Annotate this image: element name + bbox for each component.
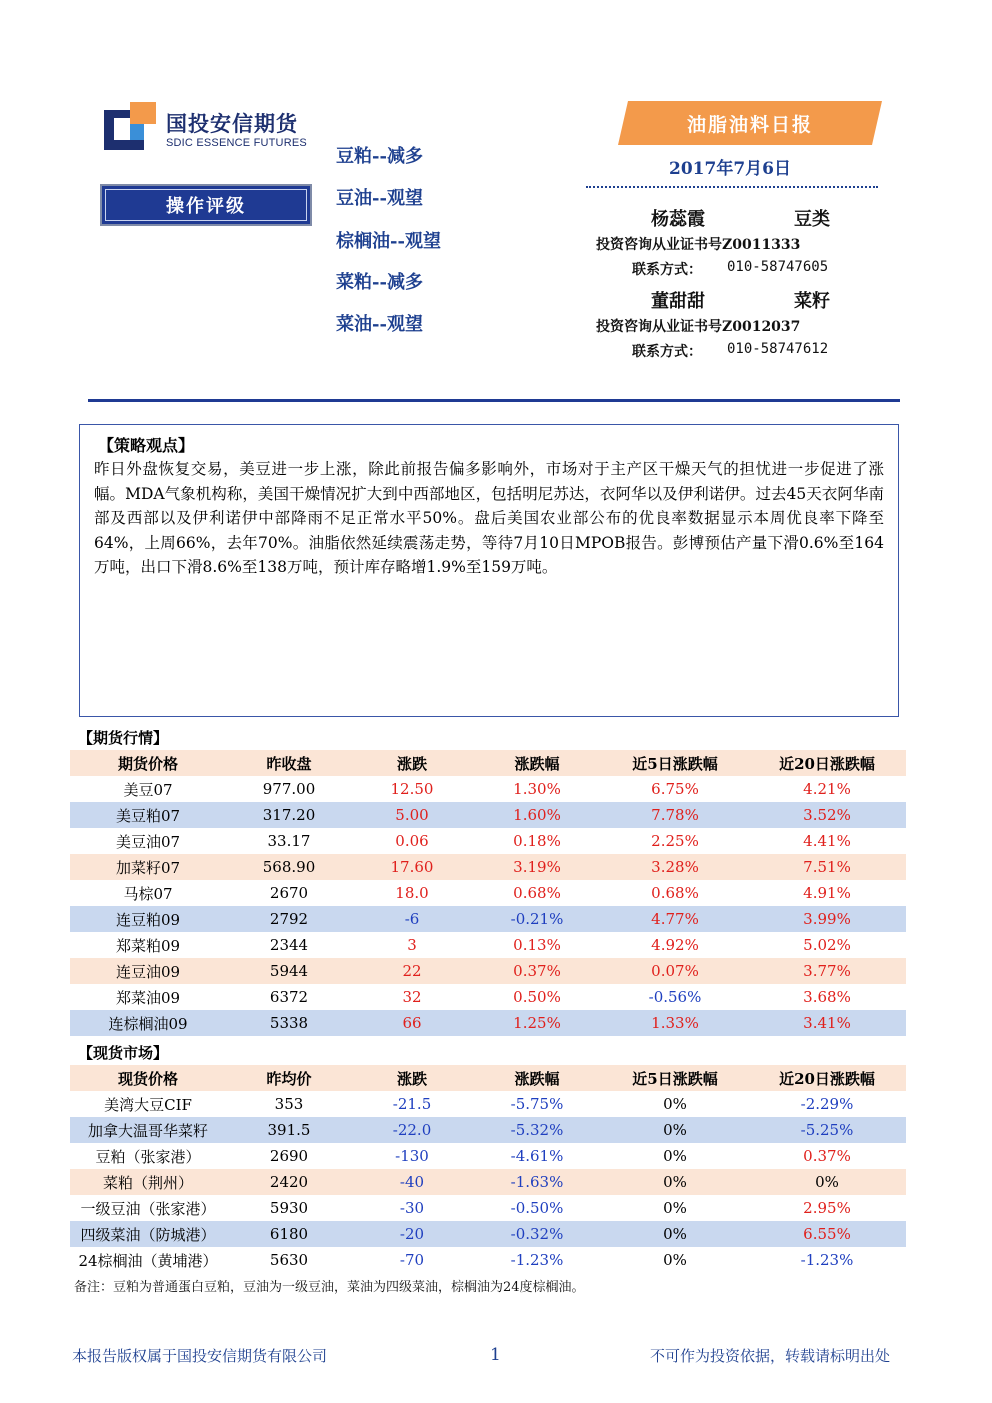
futures-row	[70, 958, 906, 984]
spot-header-cell: 近5日涨跌幅	[602, 1065, 748, 1091]
spot-cell: 加拿大温哥华菜籽	[70, 1117, 226, 1143]
futures-cell: 连豆油09	[70, 958, 226, 984]
spot-cell: 0%	[602, 1195, 748, 1221]
spot-cell: 6.55%	[748, 1221, 906, 1247]
date-divider	[586, 186, 878, 188]
futures-cell: 66	[352, 1010, 472, 1036]
spot-cell: 一级豆油（张家港）	[70, 1195, 226, 1221]
spot-cell: 美湾大豆CIF	[70, 1091, 226, 1117]
futures-cell: 0.06	[352, 828, 472, 854]
futures-cell: 连豆粕09	[70, 906, 226, 932]
futures-cell: 0.68%	[602, 880, 748, 906]
futures-row	[70, 776, 906, 802]
spot-cell: -130	[352, 1143, 472, 1169]
analyst-2-contact-label: 联系方式：	[632, 344, 702, 360]
futures-cell: -0.56%	[602, 984, 748, 1010]
futures-cell: 美豆粕07	[70, 802, 226, 828]
futures-header-row	[70, 750, 906, 776]
futures-table	[70, 750, 906, 1036]
spot-row	[70, 1117, 906, 1143]
futures-header-cell: 近20日涨跌幅	[748, 750, 906, 776]
spot-header-cell: 近20日涨跌幅	[748, 1065, 906, 1091]
futures-cell: 2344	[226, 932, 352, 958]
spot-cell: 0%	[602, 1169, 748, 1195]
futures-cell: 美豆07	[70, 776, 226, 802]
report-date: 2017年7月6日	[669, 159, 791, 179]
analyst-2-field: 菜籽	[794, 291, 830, 312]
analyst-2-name: 董甜甜	[651, 291, 705, 312]
futures-row	[70, 802, 906, 828]
futures-cell: 0.13%	[472, 932, 602, 958]
spot-row	[70, 1247, 906, 1273]
spot-cell: 2690	[226, 1143, 352, 1169]
futures-cell: 3.52%	[748, 802, 906, 828]
futures-cell: 郑菜粕09	[70, 932, 226, 958]
futures-row	[70, 1010, 906, 1036]
spot-cell: 5630	[226, 1247, 352, 1273]
logo-text-en: SDIC ESSENCE FUTURES	[166, 137, 307, 149]
header-divider	[88, 399, 900, 402]
futures-cell: 5.00	[352, 802, 472, 828]
futures-cell: 32	[352, 984, 472, 1010]
spot-cell: 391.5	[226, 1117, 352, 1143]
futures-cell: 18.0	[352, 880, 472, 906]
futures-cell: 2.25%	[602, 828, 748, 854]
spot-header-row	[70, 1065, 906, 1091]
spot-section-label: 【现货市场】	[78, 1044, 169, 1062]
spot-cell: -70	[352, 1247, 472, 1273]
futures-cell: 1.60%	[472, 802, 602, 828]
futures-cell: 郑菜油09	[70, 984, 226, 1010]
futures-cell: 6372	[226, 984, 352, 1010]
analyst-1-contact-label: 联系方式：	[632, 262, 702, 278]
futures-cell: 3.41%	[748, 1010, 906, 1036]
futures-cell: 加菜籽07	[70, 854, 226, 880]
futures-row	[70, 854, 906, 880]
futures-header-cell: 近5日涨跌幅	[602, 750, 748, 776]
futures-cell: 美豆油07	[70, 828, 226, 854]
analyst-1-cert: 投资咨询从业证书号Z0011333	[596, 237, 801, 253]
report-type-banner	[618, 101, 882, 145]
spot-cell: -1.23%	[748, 1247, 906, 1273]
rating-title: 操作评级	[105, 189, 307, 221]
spot-cell: -5.25%	[748, 1117, 906, 1143]
spot-cell: -4.61%	[472, 1143, 602, 1169]
futures-cell: 3.99%	[748, 906, 906, 932]
analyst-1-field: 豆类	[794, 209, 830, 230]
rating-item-palmoil: 棕榈油--观望	[336, 231, 441, 252]
logo-text-cn: 国投安信期货	[166, 112, 298, 136]
spot-cell: 2420	[226, 1169, 352, 1195]
futures-header-cell: 昨收盘	[226, 750, 352, 776]
futures-cell: 5944	[226, 958, 352, 984]
futures-section-label: 【期货行情】	[78, 729, 169, 747]
spot-row	[70, 1143, 906, 1169]
futures-cell: 2670	[226, 880, 352, 906]
spot-cell: -21.5	[352, 1091, 472, 1117]
spot-header-cell: 现货价格	[70, 1065, 226, 1091]
spot-cell: -2.29%	[748, 1091, 906, 1117]
futures-cell: 5.02%	[748, 932, 906, 958]
page-number: 1	[490, 1345, 501, 1365]
spot-cell: 0%	[602, 1117, 748, 1143]
analyst-1-name: 杨蕊霞	[651, 209, 705, 230]
rating-item-soymeal: 豆粕--减多	[336, 146, 423, 167]
futures-cell: 317.20	[226, 802, 352, 828]
futures-cell: 0.50%	[472, 984, 602, 1010]
spot-cell: -0.32%	[472, 1221, 602, 1247]
futures-cell: -6	[352, 906, 472, 932]
rating-box	[100, 184, 312, 226]
spot-note: 备注：豆粕为普通蛋白豆粕，豆油为一级豆油，菜油为四级菜油，棕榈油为24度棕榈油。	[74, 1280, 585, 1295]
futures-cell: 7.51%	[748, 854, 906, 880]
spot-cell: 2.95%	[748, 1195, 906, 1221]
futures-cell: 3	[352, 932, 472, 958]
futures-cell: 6.75%	[602, 776, 748, 802]
strategy-box	[79, 424, 899, 717]
analyst-1-phone: 010-58747605	[727, 259, 829, 275]
rating-item-soyoil: 豆油--观望	[336, 188, 423, 209]
spot-cell: 6180	[226, 1221, 352, 1247]
futures-cell: 0.37%	[472, 958, 602, 984]
spot-cell: -5.75%	[472, 1091, 602, 1117]
spot-cell: 0%	[602, 1091, 748, 1117]
spot-cell: -22.0	[352, 1117, 472, 1143]
strategy-title: 【策略观点】	[98, 436, 195, 455]
spot-row	[70, 1169, 906, 1195]
futures-cell: 马棕07	[70, 880, 226, 906]
spot-cell: 0%	[602, 1143, 748, 1169]
rating-item-rapemeal: 菜粕--减多	[336, 272, 423, 293]
spot-header-cell: 涨跌	[352, 1065, 472, 1091]
report-type: 油脂油料日报	[686, 113, 813, 136]
spot-cell: -0.50%	[472, 1195, 602, 1221]
footer-copyright: 本报告版权属于国投安信期货有限公司	[72, 1347, 328, 1365]
futures-cell: 3.28%	[602, 854, 748, 880]
spot-cell: 0%	[748, 1169, 906, 1195]
spot-cell: 豆粕（张家港）	[70, 1143, 226, 1169]
futures-cell: 3.68%	[748, 984, 906, 1010]
logo-mark-icon	[104, 102, 156, 150]
analyst-2-cert: 投资咨询从业证书号Z0012037	[596, 319, 801, 335]
spot-header-cell: 昨均价	[226, 1065, 352, 1091]
futures-cell: 2792	[226, 906, 352, 932]
futures-cell: 0.68%	[472, 880, 602, 906]
spot-cell: 353	[226, 1091, 352, 1117]
futures-cell: 3.77%	[748, 958, 906, 984]
futures-cell: 连棕榈油09	[70, 1010, 226, 1036]
futures-cell: 17.60	[352, 854, 472, 880]
futures-cell: 568.90	[226, 854, 352, 880]
futures-cell: 4.21%	[748, 776, 906, 802]
spot-row	[70, 1221, 906, 1247]
futures-cell: 4.92%	[602, 932, 748, 958]
futures-row	[70, 984, 906, 1010]
futures-row	[70, 828, 906, 854]
spot-cell: -40	[352, 1169, 472, 1195]
analyst-2-phone: 010-58747612	[727, 341, 829, 357]
futures-row	[70, 932, 906, 958]
spot-header-cell: 涨跌幅	[472, 1065, 602, 1091]
futures-cell: 3.19%	[472, 854, 602, 880]
spot-cell: -20	[352, 1221, 472, 1247]
futures-row	[70, 906, 906, 932]
futures-cell: 1.33%	[602, 1010, 748, 1036]
futures-header-cell: 涨跌	[352, 750, 472, 776]
futures-cell: 4.91%	[748, 880, 906, 906]
spot-cell: -5.32%	[472, 1117, 602, 1143]
spot-cell: 0%	[602, 1247, 748, 1273]
futures-cell: 4.77%	[602, 906, 748, 932]
futures-cell: -0.21%	[472, 906, 602, 932]
spot-row	[70, 1195, 906, 1221]
spot-cell: 24棕榈油（黄埔港）	[70, 1247, 226, 1273]
futures-header-cell: 期货价格	[70, 750, 226, 776]
futures-cell: 1.30%	[472, 776, 602, 802]
futures-cell: 33.17	[226, 828, 352, 854]
spot-cell: -30	[352, 1195, 472, 1221]
rating-item-rapeoil: 菜油--观望	[336, 314, 423, 335]
spot-cell: 菜粕（荆州）	[70, 1169, 226, 1195]
futures-cell: 977.00	[226, 776, 352, 802]
futures-cell: 0.18%	[472, 828, 602, 854]
spot-row	[70, 1091, 906, 1117]
spot-table	[70, 1065, 906, 1273]
spot-cell: -1.23%	[472, 1247, 602, 1273]
footer-disclaimer: 不可作为投资依据，转载请标明出处	[650, 1347, 891, 1365]
futures-cell: 1.25%	[472, 1010, 602, 1036]
spot-cell: 0%	[602, 1221, 748, 1247]
futures-row	[70, 880, 906, 906]
futures-cell: 22	[352, 958, 472, 984]
futures-cell: 0.07%	[602, 958, 748, 984]
spot-cell: 5930	[226, 1195, 352, 1221]
spot-cell: -1.63%	[472, 1169, 602, 1195]
spot-cell: 四级菜油（防城港）	[70, 1221, 226, 1247]
spot-cell: 0.37%	[748, 1143, 906, 1169]
futures-cell: 7.78%	[602, 802, 748, 828]
futures-cell: 4.41%	[748, 828, 906, 854]
futures-header-cell: 涨跌幅	[472, 750, 602, 776]
futures-cell: 12.50	[352, 776, 472, 802]
company-logo	[104, 102, 324, 152]
futures-cell: 5338	[226, 1010, 352, 1036]
strategy-body: 昨日外盘恢复交易，美豆进一步上涨，除此前报告偏多影响外，市场对于主产区干燥天气的担忧进一步促进了涨幅。MDA气象机构称，美国干燥情况扩大到中西部地区，包括明尼苏达，衣阿华以及伊利诺伊。过去45天衣阿华南部及西部以及伊利诺伊中部降雨不足正常水平50%。盘后美国农业部公布的优良率数据显示本周优良率下降至64%，上周66%，去年70%。油脂依然延续震荡走势，等待7月10日MPOB报告。彭博预估产量下滑0.6%至164万吨，出口下滑8.6%至138万吨，预计库存略增1.9%至159万吨。	[94, 460, 884, 576]
